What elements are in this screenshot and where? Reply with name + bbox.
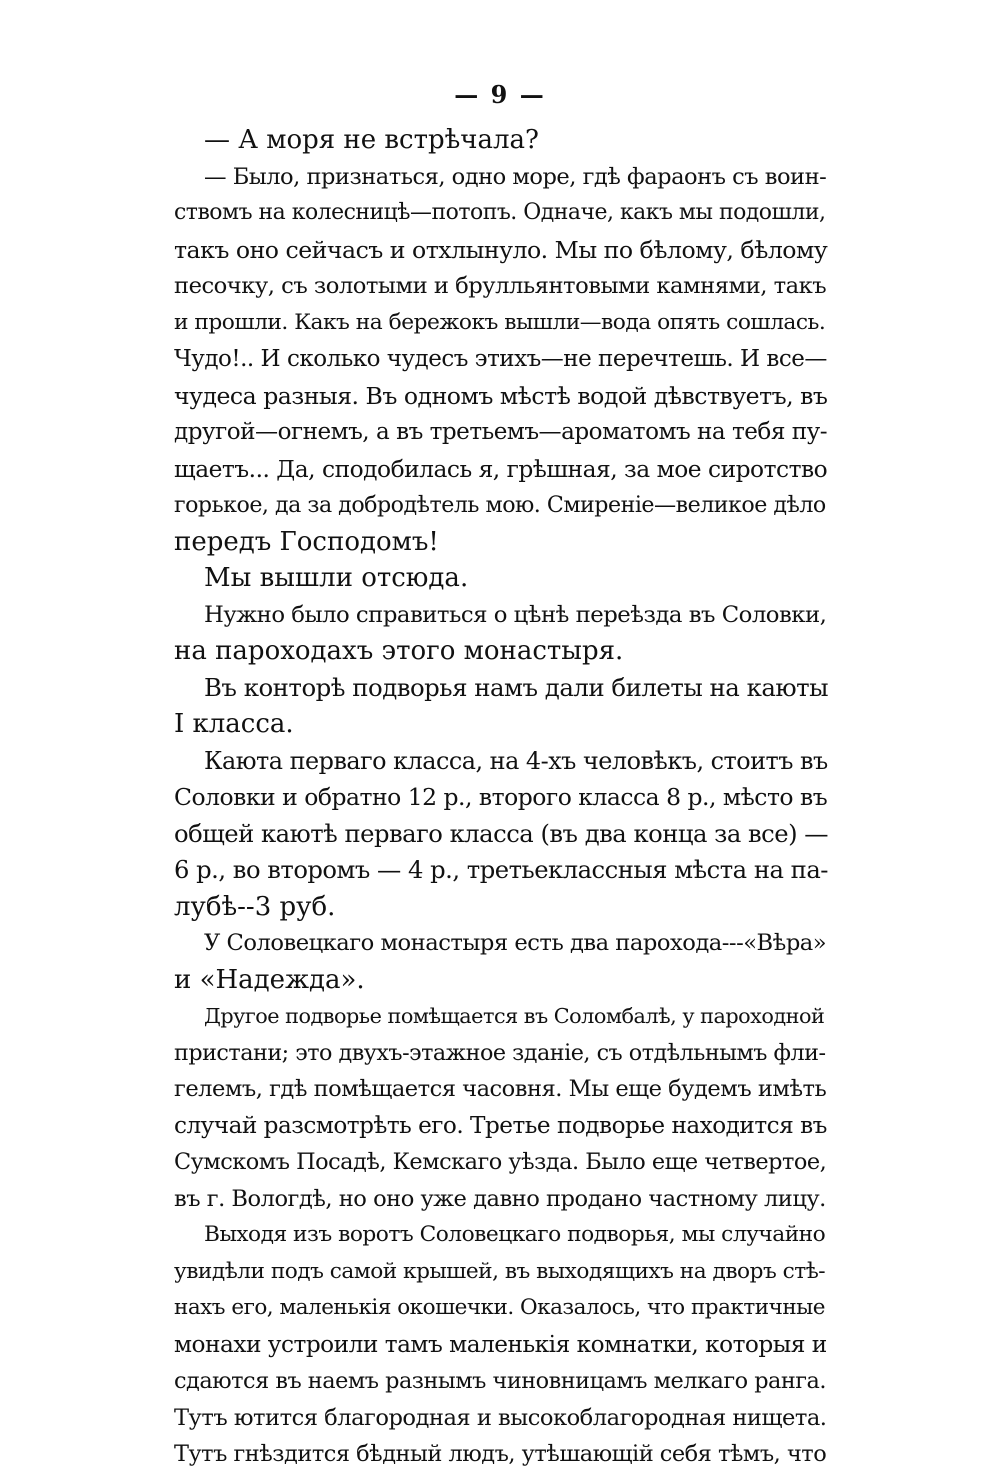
text-line: пристани; это двухъ-этажное зданіе, съ отдѣльнымъ фли- — [174, 1039, 826, 1066]
text-line: Тутъ ютится благородная и высокоблагородная нищета. — [174, 1404, 827, 1431]
text-line: и «Надежда». — [174, 964, 365, 995]
text-line: — Было, признаться, одно море, гдѣ фараонъ съ воин- — [204, 163, 827, 190]
text-line: Чудо!.. И сколько чудесъ этихъ—не перечтешь. И все— — [174, 346, 827, 372]
text-line: Мы вышли отсюда. — [204, 563, 469, 593]
text-line: гелемъ, гдѣ помѣщается часовня. Мы еще будемъ имѣть — [174, 1076, 827, 1102]
text-line: другой—огнемъ, а въ третьемъ—ароматомъ на тебя пу- — [174, 419, 828, 445]
text-line: горькое, да за добродѣтель мою. Смиреніе—великое дѣло — [174, 492, 826, 518]
text-line: увидѣли подъ самой крышей, въ выходящихъ на дворъ стѣ- — [174, 1258, 826, 1284]
text-line: — А моря не встрѣчала? — [204, 125, 539, 155]
text-line: и прошли. Какъ на бережокъ вышли—вода опять сошлась. — [174, 309, 826, 335]
text-line: 6 р., во второмъ — 4 р., третьеклассныя мѣста на па- — [174, 855, 828, 884]
text-line: чудеса разныя. Въ одномъ мѣстѣ водой дѣвствуетъ, въ — [174, 381, 828, 410]
text-line: общей каютѣ перваго класса (въ два конца за все) — — [174, 818, 829, 848]
text-line: на пароходахъ этого монастыря. — [174, 636, 624, 666]
text-line: лубѣ--3 руб. — [174, 891, 336, 922]
text-line: нахъ его, маленькія окошечки. Оказалось, что практичные — [174, 1295, 826, 1320]
text-line: I класса. — [174, 709, 294, 739]
text-line: Сумскомъ Посадѣ, Кемскаго уѣзда. Было еще четвертое, — [174, 1149, 827, 1175]
text-line: Въ конторѣ подворья намъ дали билеты на каюты — [204, 672, 829, 702]
text-line: монахи устроили тамъ маленькія комнатки, которыя и — [174, 1330, 827, 1358]
body-text — [174, 122, 830, 1473]
text-line: Соловки и обратно 12 р., второго класса 8 р., мѣсто въ — [174, 783, 828, 811]
text-line: щаетъ... Да, сподобилась я, грѣшная, за мое сиротство — [174, 454, 828, 483]
text-line: У Соловецкаго монастыря есть два парохода---«Вѣра» — [204, 930, 827, 956]
text-line: Тутъ гнѣздится бѣдный людъ, утѣшающій себя тѣмъ, что — [174, 1441, 827, 1467]
text-line: случай разсмотрѣть его. Третье подворье находится въ — [174, 1112, 827, 1139]
text-line: сдаются въ наемъ разнымъ чиновницамъ мелкаго ранга. — [174, 1368, 827, 1394]
text-line: Нужно было справиться о цѣнѣ переѣзда въ Соловки, — [204, 601, 827, 628]
text-line: Выходя изъ воротъ Соловецкаго подворья, мы случайно — [204, 1222, 826, 1247]
text-line: песочку, съ золотыми и брулльянтовыми камнями, такъ — [174, 273, 827, 299]
text-line: Каюта перваго класса, на 4-хъ человѣкъ, стоитъ въ — [204, 746, 828, 775]
text-line: въ г. Вологдѣ, но оно уже давно продано частному лицу. — [174, 1185, 826, 1212]
text-line: Другое подворье помѣщается въ Соломбалѣ, у пароходной — [204, 1004, 825, 1028]
text-line: ствомъ на колесницѣ—потопъ. Одначе, какъ мы подошли, — [174, 200, 826, 225]
text-line: такъ оно сейчасъ и отхлынуло. Мы по бѣлому, бѣлому — [174, 235, 828, 264]
text-line: передъ Господомъ! — [174, 526, 439, 557]
page-number: — 9 — — [454, 80, 546, 109]
